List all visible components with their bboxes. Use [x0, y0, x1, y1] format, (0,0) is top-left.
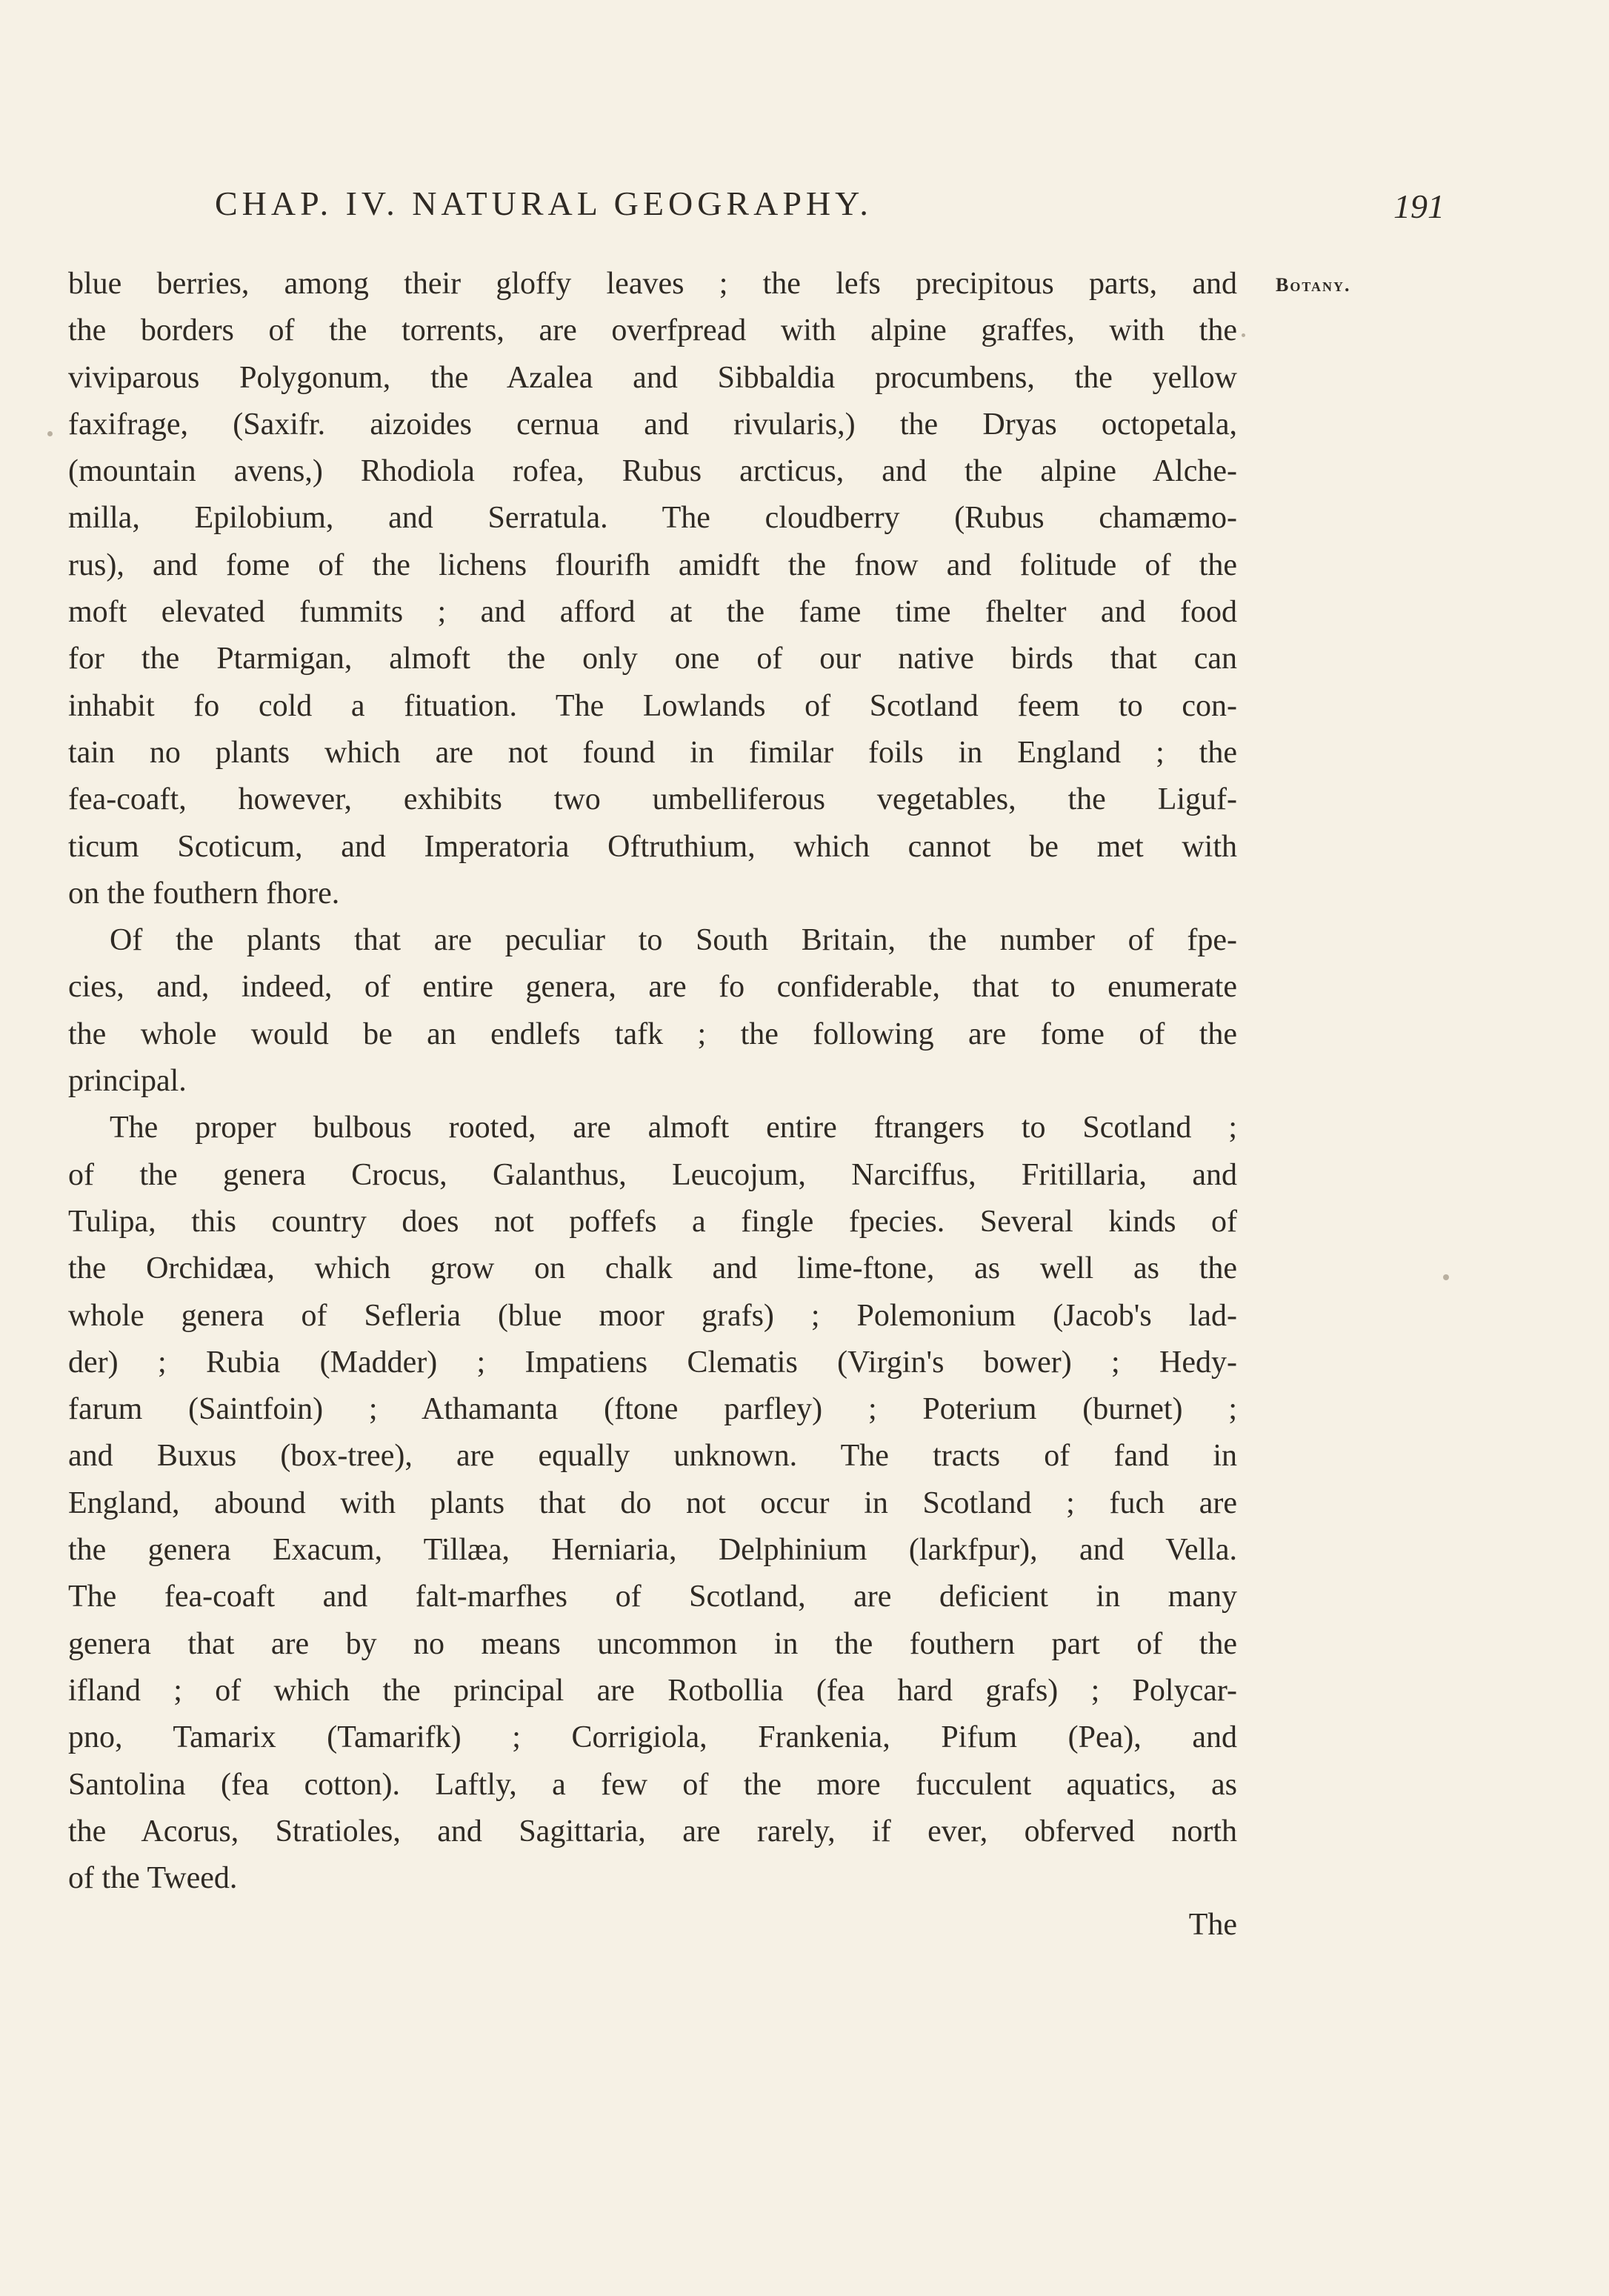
text-line: viviparous Polygonum, the Azalea and Sibbaldia procumbens, the yellow — [68, 360, 1237, 395]
text-line: Santolina (fea cotton). Laftly, a few of the more fucculent aquatics, as — [68, 1767, 1237, 1802]
text-line: der) ; Rubia (Madder) ; Impatiens Clematis (Virgin's bower) ; Hedy- — [68, 1345, 1237, 1380]
text-line: fea-coaft, however, exhibits two umbelliferous vegetables, the Liguf- — [68, 782, 1237, 817]
text-line: faxifrage, (Saxifr. aizoides cernua and rivularis,) the Dryas octopetala, — [68, 407, 1237, 442]
text-line: pno, Tamarix (Tamarifk) ; Corrigiola, Frankenia, Pifum (Pea), and — [68, 1720, 1237, 1755]
text-line: whole genera of Sefleria (blue moor grafs) ; Polemonium (Jacob's lad- — [68, 1298, 1237, 1333]
paper-speck — [1443, 1274, 1449, 1280]
text-line: inhabit fo cold a fituation. The Lowlands of Scotland feem to con- — [68, 688, 1237, 723]
text-line: (mountain avens,) Rhodiola rofea, Rubus arcticus, and the alpine Alche- — [68, 454, 1237, 489]
text-line: moft elevated fummits ; and afford at the fame time fhelter and food — [68, 595, 1237, 630]
text-line: rus), and fome of the lichens flourifh amidft the fnow and folitude of the — [68, 548, 1237, 582]
page-number: 191 — [1393, 187, 1445, 225]
body-text — [68, 261, 1237, 1949]
text-line: of the Tweed. — [68, 1861, 238, 1896]
text-line: on the fouthern fhore. — [68, 876, 340, 911]
text-line: cies, and, indeed, of entire genera, are fo confiderable, that to enumerate — [68, 970, 1237, 1005]
text-line: farum (Saintfoin) ; Athamanta (ftone parfley) ; Poterium (burnet) ; — [68, 1392, 1237, 1427]
paper-speck — [47, 431, 53, 436]
text-line: tain no plants which are not found in fimilar foils in England ; the — [68, 735, 1237, 770]
text-line: blue berries, among their gloffy leaves ; the lefs precipitous parts, and — [68, 267, 1237, 301]
text-line: The fea-coaft and falt-marfhes of Scotland, are deficient in many — [68, 1580, 1237, 1614]
page-header — [215, 184, 1445, 228]
text-line: the genera Exacum, Tillæa, Herniaria, Delphinium (larkfpur), and Vella. — [68, 1533, 1237, 1568]
catchword: The — [1188, 1908, 1237, 1943]
text-line: the borders of the torrents, are overfpread with alpine graffes, with the — [68, 313, 1237, 348]
text-line: for the Ptarmigan, almoft the only one of our native birds that can — [68, 642, 1237, 676]
text-line: ticum Scoticum, and Imperatoria Oftruthium, which cannot be met with — [68, 829, 1237, 864]
text-line: ifland ; of which the principal are Rotbollia (fea hard grafs) ; Polycar- — [68, 1673, 1237, 1708]
text-line: the Acorus, Stratioles, and Sagittaria, are rarely, if ever, obferved north — [68, 1814, 1237, 1849]
text-line: and Buxus (box-tree), are equally unknown. The tracts of fand in — [68, 1439, 1237, 1474]
text-line: genera that are by no means uncommon in the fouthern part of the — [68, 1626, 1237, 1661]
text-line: the Orchidæa, which grow on chalk and lime-ftone, as well as the — [68, 1251, 1237, 1286]
text-line: The proper bulbous rooted, are almoft entire ftrangers to Scotland ; — [110, 1111, 1237, 1145]
running-head: CHAP. IV. NATURAL GEOGRAPHY. — [215, 184, 873, 222]
text-line: principal. — [68, 1064, 187, 1099]
text-line: England, abound with plants that do not occur in Scotland ; fuch are — [68, 1485, 1237, 1520]
paper-speck — [1242, 333, 1245, 337]
margin-note: Botany. — [1276, 274, 1351, 296]
text-line: the whole would be an endlefs tafk ; the following are fome of the — [68, 1016, 1237, 1051]
text-line: Tulipa, this country does not poffefs a fingle fpecies. Several kinds of — [68, 1204, 1237, 1239]
text-line: milla, Epilobium, and Serratula. The cloudberry (Rubus chamæmo- — [68, 501, 1237, 536]
text-line: Of the plants that are peculiar to South Britain, the number of fpe- — [110, 923, 1237, 958]
text-line: of the genera Crocus, Galanthus, Leucojum, Narciffus, Fritillaria, and — [68, 1157, 1237, 1192]
